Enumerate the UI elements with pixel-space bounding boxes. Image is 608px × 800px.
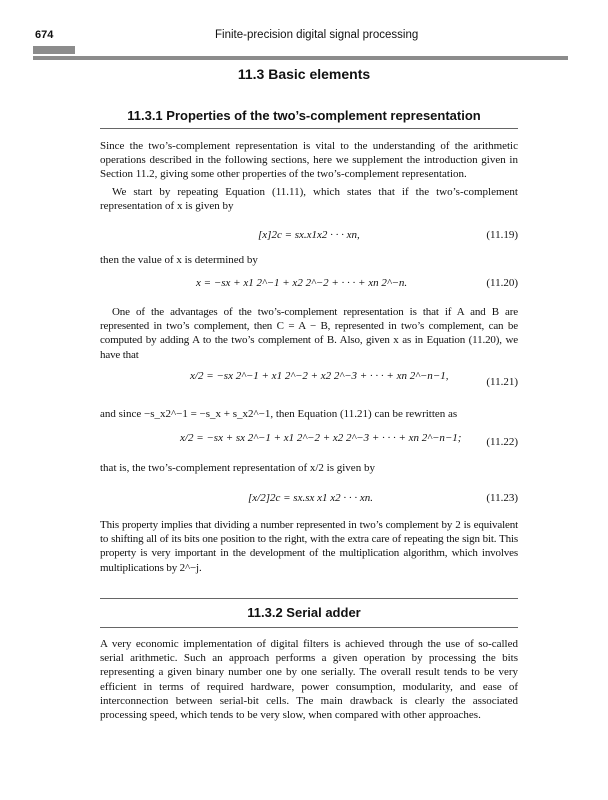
equation-number-11-21: (11.21) (486, 376, 518, 388)
equation-11-19: [x]2c = sx.x1x2 · · · xn, (258, 229, 360, 241)
equation-number-11-22: (11.22) (486, 436, 518, 448)
equation-number-11-23: (11.23) (486, 492, 518, 504)
equation-11-23: [x/2]2c = sx.sx x1 x2 · · · xn. (248, 492, 374, 504)
subsection-title-1: 11.3.1 Properties of the two’s-complement representation (127, 108, 481, 123)
paragraph-1: Since the two’s-complement representation is vital to the understanding of the arithmetic operations described in the following sections, here we supplement the introduction given in Section 11.2, giving some other properties of the two’s-complement representation. (100, 140, 518, 181)
paragraph-3: then the value of x is determined by (100, 254, 258, 266)
running-title: Finite-precision digital signal processing (215, 29, 419, 41)
paragraph-5: and since −s_x2^−1 = −s_x + s_x2^−1, then Equation (11.21) can be rewritten as (100, 408, 458, 420)
paragraph-2: We start by repeating Equation (11.11), which states that if the two’s-complement representation of x is given by (100, 186, 518, 213)
paragraph-6: that is, the two’s-complement representation of x/2 is given by (100, 462, 375, 474)
section-title: 11.3 Basic elements (237, 66, 371, 82)
page-number: 674 (35, 29, 54, 41)
header-rule (33, 56, 568, 60)
subsection-title-2: 11.3.2 Serial adder (247, 605, 361, 620)
paragraph-8: A very economic implementation of digital filters is achieved through the use of so-called serial arithmetic. Such an approach performs a given operation by processing the bits representing a given binary number one by one serially. The overall result tends to be very efficient in terms of required hardware, power consumption, modularity, and ease of interconnection between serial-bit cells. The main drawback is clearly the associated processing speed, which tends to be very slow, when compared with other approaches. (100, 638, 518, 722)
paragraph-4: One of the advantages of the two’s-complement representation is that if A and B are represented in two’s complement, then C = A − B, represented in two’s complement, can be computed by adding A to the two’s complement of B. Also, given x as in Equation (11.20), we have that (100, 306, 518, 361)
subsection-rule (100, 128, 518, 129)
equation-11-21: x/2 = −sx 2^−1 + x1 2^−2 + x2 2^−3 + · · · + xn 2^−n−1, (190, 370, 449, 382)
equation-11-22: x/2 = −sx + sx 2^−1 + x1 2^−2 + x2 2^−3 + · · · + xn 2^−n−1; (180, 432, 462, 444)
subsection-rule (100, 598, 518, 599)
equation-number-11-20: (11.20) (486, 277, 518, 289)
equation-number-11-19: (11.19) (486, 229, 518, 241)
paragraph-7: This property implies that dividing a number represented in two’s complement by 2 is equivalent to shifting all of its bits one position to the right, with the extra care of repeating the sign bit. This property is very important in the development of the multiplication algorithm, which involves multiplications by 2^−j. (100, 519, 518, 574)
subsection-rule (100, 627, 518, 628)
header-accent-bar (33, 46, 75, 54)
equation-11-20: x = −sx + x1 2^−1 + x2 2^−2 + · · · + xn 2^−n. (196, 277, 408, 289)
